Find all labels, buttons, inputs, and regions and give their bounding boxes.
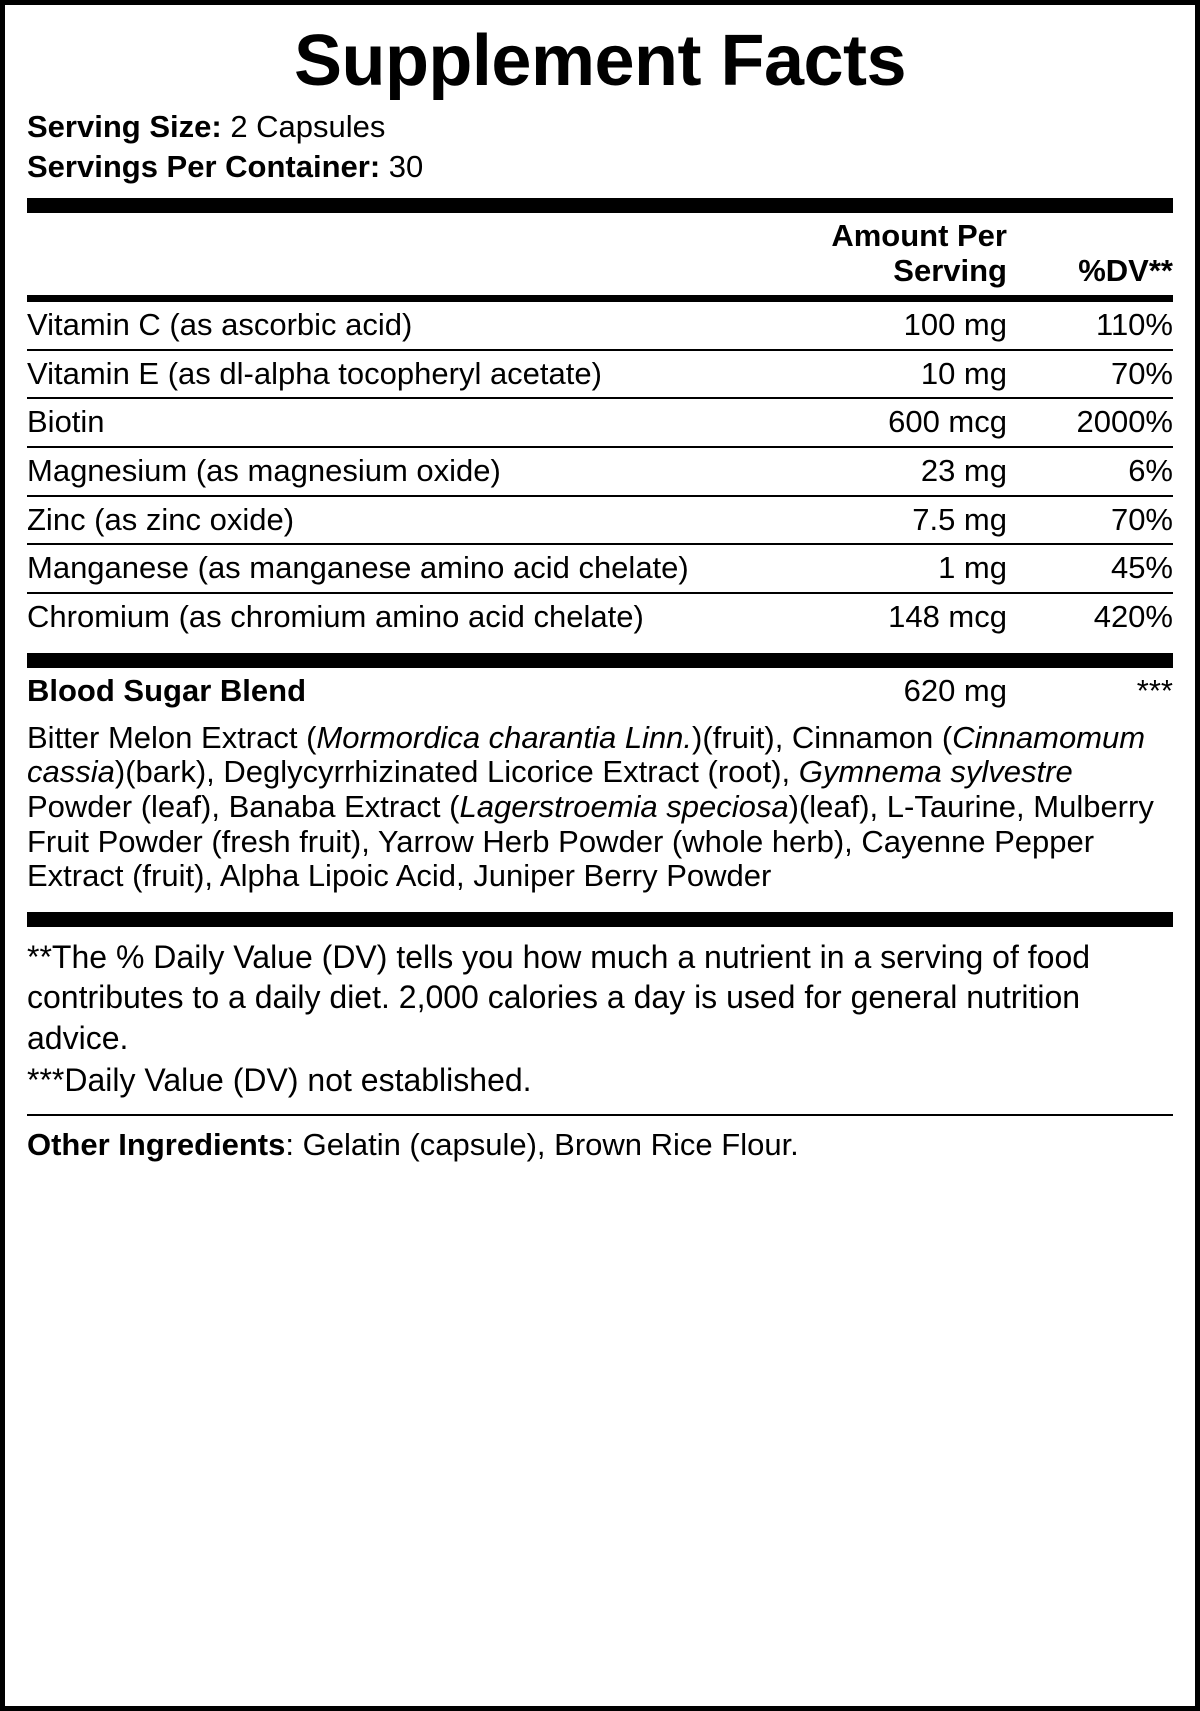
- blend-amount: 620 mg: [903, 672, 1007, 708]
- nutrient-dv: 70%: [1110, 355, 1173, 391]
- servings-per-container-line: [27, 147, 1173, 187]
- nutrient-amount: 100 mg: [903, 306, 1007, 342]
- page-title: Supplement Facts: [293, 21, 907, 101]
- nutrient-dv: 6%: [1128, 452, 1173, 488]
- table-row: [27, 398, 1173, 447]
- nutrient-amount: 148 mcg: [888, 599, 1007, 635]
- serving-size-label: Serving Size:: [27, 109, 222, 144]
- nutrients-table: [27, 213, 1173, 294]
- nutrients-rows: [27, 302, 1173, 641]
- nutrient-name: Manganese (as manganese amino acid chelate): [27, 550, 689, 586]
- blend-ingredients: Bitter Melon Extract (Mormordica charantia Linn.)(fruit), Cinnamon (Cinnamomum cassia)(bark), Deglycyrrhizinated Licorice Extract (root), Gymnema sylvestre Powder (leaf), Banaba Extract (Lagerstroemia speciosa)(leaf), L-Taurine, Mulberry Fruit Powder (fresh fruit), Yarrow Herb Powder (whole herb), Cayenne Pepper Extract (fruit), Alpha Lipoic Acid, Juniper Berry Powder: [27, 719, 1154, 894]
- nutrient-name: Vitamin E (as dl-alpha tocopheryl acetate): [27, 355, 602, 391]
- nutrient-name: Chromium (as chromium amino acid chelate): [27, 599, 644, 635]
- table-row: [27, 447, 1173, 496]
- nutrient-amount: 1 mg: [938, 550, 1007, 586]
- nutrient-name: Vitamin C (as ascorbic acid): [27, 306, 413, 342]
- nutrient-dv: 70%: [1110, 501, 1173, 537]
- nutrient-amount: 600 mcg: [888, 404, 1007, 440]
- header-spacer: [27, 213, 797, 294]
- footnote-not-established: ***Daily Value (DV) not established.: [27, 1062, 532, 1099]
- blend-header-row: [27, 668, 1173, 715]
- table-row: [27, 350, 1173, 399]
- nutrient-amount: 7.5 mg: [912, 501, 1007, 537]
- nutrient-name: Biotin: [27, 404, 105, 440]
- blend-ingredients-row: [27, 715, 1173, 901]
- divider-thick-top: [27, 198, 1173, 213]
- divider-under-header: [27, 295, 1173, 302]
- header-amount: Amount Per Serving: [831, 218, 1007, 289]
- servings-per-container-label: Servings Per Container:: [27, 148, 381, 184]
- serving-size-line: [27, 107, 1173, 147]
- blend-name: Blood Sugar Blend: [27, 672, 306, 708]
- table-row: [27, 544, 1173, 593]
- blend-table: [27, 668, 1173, 900]
- other-ingredients-value: : Gelatin (capsule), Brown Rice Flour.: [285, 1127, 799, 1163]
- divider-below-blend: [27, 912, 1173, 927]
- nutrient-dv: 2000%: [1076, 404, 1173, 440]
- nutrient-dv: 45%: [1110, 550, 1173, 586]
- other-ingredients-label: Other Ingredients: [27, 1127, 286, 1163]
- table-row: [27, 302, 1173, 350]
- header-dv: %DV**: [1078, 253, 1173, 289]
- table-row: [27, 496, 1173, 545]
- nutrient-amount: 23 mg: [920, 452, 1007, 488]
- divider-above-blend: [27, 653, 1173, 668]
- nutrient-amount: 10 mg: [920, 355, 1007, 391]
- table-row: [27, 593, 1173, 641]
- nutrient-name: Zinc (as zinc oxide): [27, 501, 295, 537]
- other-ingredients-line: [27, 1116, 1173, 1171]
- nutrient-dv: 420%: [1093, 599, 1173, 635]
- footnote-dv: **The % Daily Value (DV) tells you how much a nutrient in a serving of food contributes to a daily diet. 2,000 calories a day is used for general nutrition advice.: [27, 939, 1091, 1056]
- servings-per-container-value: 30: [388, 148, 424, 184]
- table-header-row: [27, 213, 1173, 294]
- footnotes: [27, 927, 1173, 1100]
- nutrient-dv: 110%: [1096, 306, 1173, 342]
- serving-size-value: 2 Capsules: [230, 109, 386, 144]
- nutrient-name: Magnesium (as magnesium oxide): [27, 452, 501, 488]
- blend-dv: ***: [1136, 672, 1173, 708]
